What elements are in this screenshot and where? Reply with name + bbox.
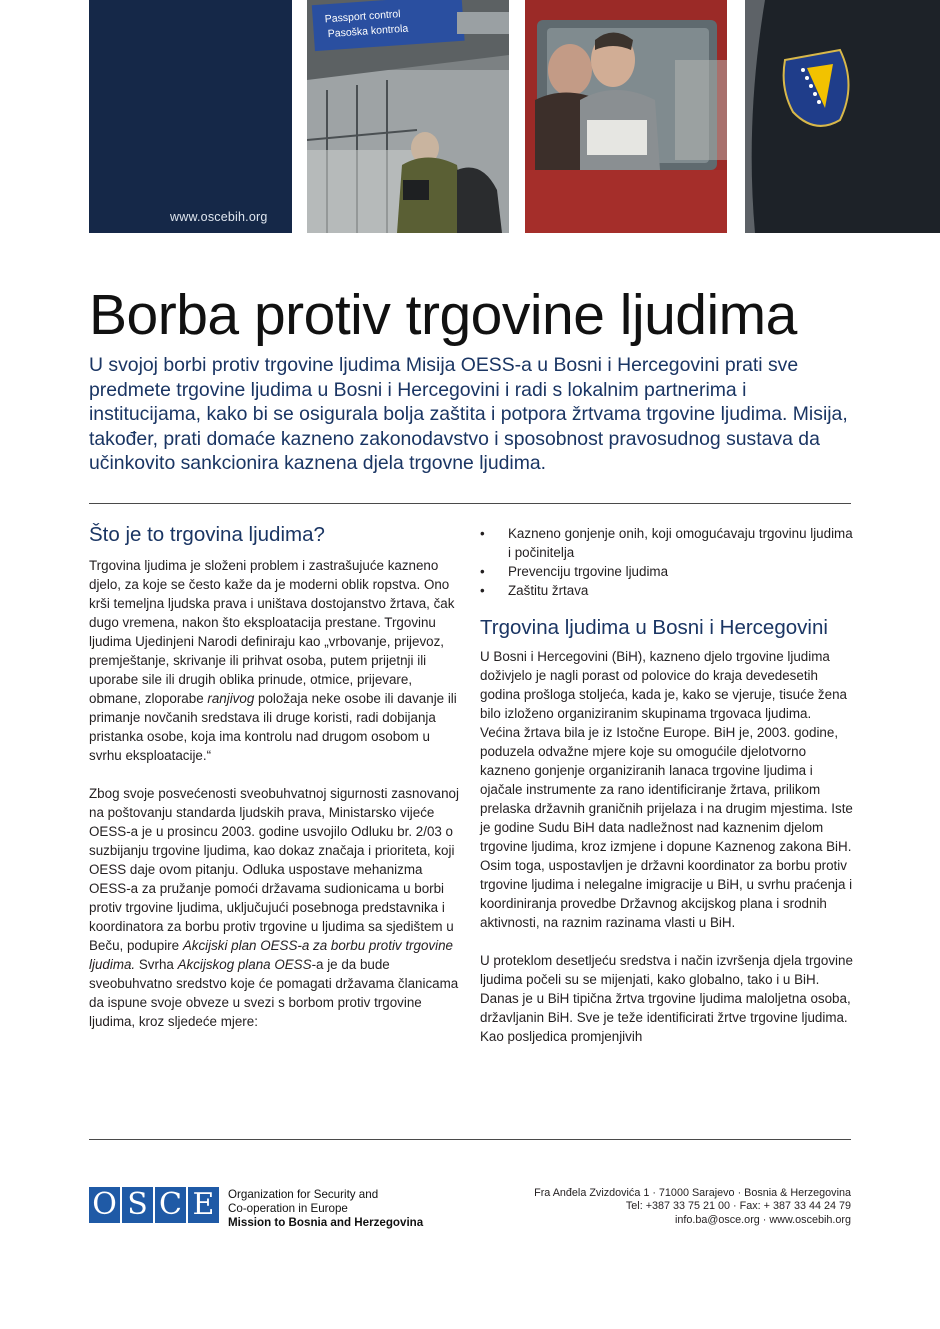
car-border-photo bbox=[525, 0, 727, 233]
border-officer-photo bbox=[745, 0, 940, 233]
border-police-patch-illustration bbox=[745, 0, 940, 233]
list-item: • Prevenciju trgovine ljudima bbox=[480, 564, 669, 579]
phone-line: Tel: +387 33 75 21 00 · Fax: + 387 33 44 24 79 bbox=[625, 1200, 851, 1213]
logo-letter: O bbox=[89, 1187, 120, 1223]
definition-paragraph: Trgovina ljudima je složeni problem i zastrašujuće kazneno djelo, za koje se često kaže da je moderni oblik ropstva. Ono krši temeljna ljudska prava i uništava dostojanstvo žrtava, čak dugo vremena, nakon što eksploatacija prestane. Trgovinu ljudima Ujedinjeni Narodi definiraju kao „vrbovanje, prijevoz, premještanje, skrivanje ili prihvat osoba, putem prijetnji ili uporabe sile ili drugih oblika prinude, otmice, prijevare, obmane, zloporabe ranjivog položaja neke osobe ili davanje ili primanje novčanih sredstava ili druge koristi, radi dobijanja pristanka osobe, koja ima kontrolu nad drugom osobom u svrhu eksploatacije.“ bbox=[89, 558, 457, 763]
bih-trends-paragraph: U proteklom desetljeću sredstva i način izvršenja djela trgovine ljudima počeli su se mijenjati, kako globalno, tako i u BiH. Danas je u BiH tipična žrtva trgovine ljudima maloljetna osoba, državljanin BiH. Sve je teže identificirati žrtve trgovine ljudima. Kao posljedica promjenjivih bbox=[480, 953, 853, 1044]
organization-name: Organization for Security and Co-operation in Europe Mission to Bosnia and Herzegovina bbox=[228, 1188, 424, 1229]
bullet-icon: • bbox=[480, 583, 485, 598]
page-title: Borba protiv trgovine ljudima bbox=[89, 283, 797, 347]
sign-text-1: Passport control bbox=[324, 8, 401, 26]
measures-list bbox=[480, 524, 853, 600]
bullet-icon: • bbox=[480, 564, 485, 579]
bullet-icon: • bbox=[480, 526, 485, 541]
passport-control-photo bbox=[307, 0, 509, 233]
osce-commitment-paragraph: Zbog svoje posvećenosti sveobuhvatnoj sigurnosti zasnovanoj na poštovanju standarda ljudskih prava, Ministarsko vijeće OESS-a je u prosincu 2003. godine usvojilo Odluku br. 2/03 o suzbijanju trgovine ljudima, kao dokaz značaja i prioriteta, koji OESS daje ovom pitanju. Odluka uspostave mehanizma OESS-a za pružanje pomoći državama sudionicama u borbi protiv trgovine ljudima, uključujući posebnoga predstavnika i koordinatora za borbu protiv trgovine u ljudima sa sjedištem u Beču, podupire Akcijski plan OESS-a za borbu protiv trgovine ljudima. Svrha Akcijskog plana OESS-a je da bude sveobuhvatno sredstvo koje će pomagati državama članicama da ispune svoje obveze u svezi s borbom protiv trgovine ljudima, kroz sljedeće mjere: bbox=[89, 786, 459, 1029]
section-heading-bih: Trgovina ljudima u Bosni i Hercegovini bbox=[480, 616, 828, 639]
email-web-line[interactable]: info.ba@osce.org · www.oscebih.org bbox=[675, 1213, 851, 1226]
bottom-divider bbox=[89, 1139, 851, 1140]
top-divider bbox=[89, 503, 851, 504]
website-url[interactable]: www.oscebih.org bbox=[170, 210, 268, 224]
passport-control-illustration bbox=[307, 0, 509, 233]
intro-paragraph: U svojoj borbi protiv trgovine ljudima Misija OESS-a u Bosni i Hercegovini prati sve predmete trgovine ljudima u Bosni i Hercegovini i radi s lokalnim partnerima i institucijama, kako bi se osigurala bolja zaštita i potpora žrtvama trgovine ljudima. Misija, također, prati domaće kazneno zakonodavstvo i sposobnost pravosudnog sustava da učinkovito sankcionira kaznena djela trgovne ljudima. bbox=[89, 354, 848, 474]
website-panel bbox=[89, 0, 292, 233]
contact-address bbox=[534, 1187, 851, 1227]
logo-letter: C bbox=[155, 1187, 186, 1223]
section-heading-what-is: Što je to trgovina ljudima? bbox=[89, 523, 325, 546]
list-item: • Zaštitu žrtava bbox=[480, 583, 589, 598]
address-line: Fra Anđela Zvizdovića 1 · 71000 Sarajevo · Bosnia & Herzegovina bbox=[534, 1187, 851, 1199]
list-item: • Kazneno gonjenje onih, koji omogućavaju trgovinu ljudima i počinitelja bbox=[480, 526, 853, 560]
logo-letter: E bbox=[188, 1187, 219, 1223]
right-column bbox=[480, 524, 853, 1065]
logo-letter: S bbox=[122, 1187, 153, 1223]
car-driver-illustration bbox=[525, 0, 727, 233]
bih-history-paragraph: U Bosni i Hercegovini (BiH), kazneno djelo trgovine ljudima doživjelo je nagli porast od polovice do kraja devedesetih godina prošloga stoljeća, kada je, kako se vjeruje, tisuće žena bilo izloženo organiziranim skupinama trgovaca ljudima. Većina žrtava bila je iz Istočne Europe. BiH je, 2003. godine, poduzela odvažne mjere koje su omogućile djelotvorno kazneno gonjenje organiziranih lanaca trgovine ljudima i ojačale instrumente za rano identificiranje žrtava, prilikom prelaska državnih graničnih prijelaza i na drugim mjestima. Iste je godine Sudu BiH data nadležnost nad kaznenim djelom trgovine ljudima, kroz izmjene i dopune Kaznenog zakona BiH. Osim toga, uspostavljen je državni koordinator za borbu protiv trgovine ljudima i nelegalne imigracije u BiH, u svrhu praćenja i koordiniranja provedbe Državnog akcijskog plana i srodnih aktivnosti, na raznim razinama vlasti u BiH. bbox=[480, 649, 853, 930]
header-banner bbox=[89, 0, 940, 233]
left-column bbox=[89, 525, 462, 1050]
sign-text-2: Pasoška kontrola bbox=[327, 22, 409, 41]
